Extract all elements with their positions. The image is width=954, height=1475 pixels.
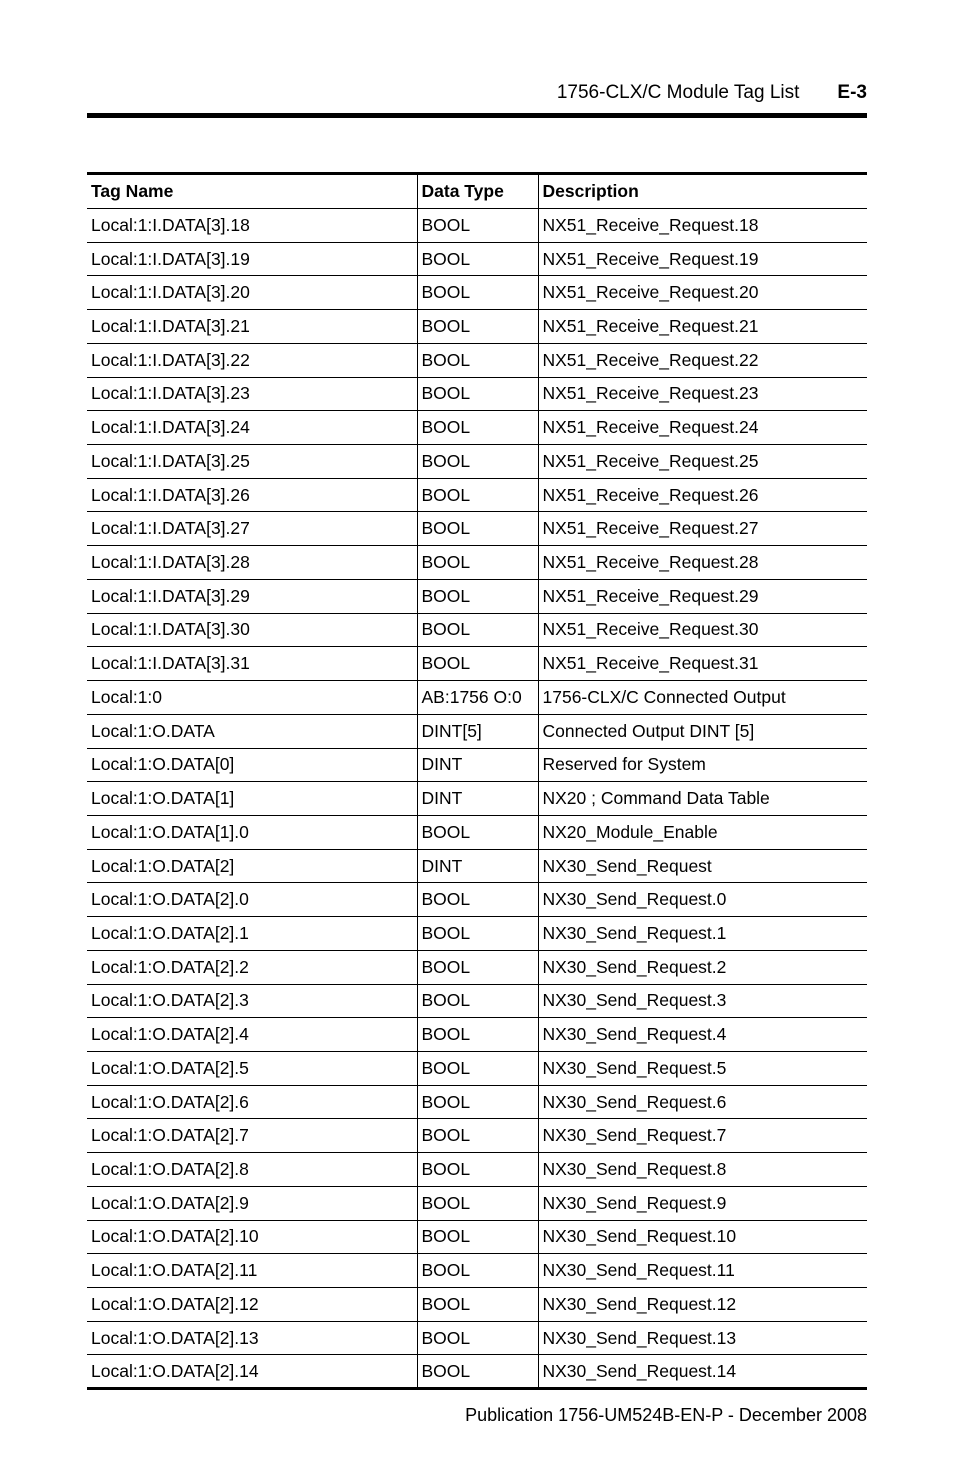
cell-description: NX51_Receive_Request.31 (538, 647, 867, 681)
cell-data-type: DINT[5] (417, 714, 538, 748)
cell-data-type: BOOL (417, 1051, 538, 1085)
cell-tag-name: Local:1:I.DATA[3].28 (87, 546, 417, 580)
cell-description: NX30_Send_Request.3 (538, 984, 867, 1018)
table-row (87, 647, 867, 681)
cell-description: NX30_Send_Request.5 (538, 1051, 867, 1085)
table-row (87, 209, 867, 243)
cell-description: NX30_Send_Request.8 (538, 1153, 867, 1187)
table-row (87, 883, 867, 917)
cell-tag-name: Local:1:I.DATA[3].22 (87, 343, 417, 377)
cell-tag-name: Local:1:O.DATA[2].1 (87, 917, 417, 951)
table-row (87, 1321, 867, 1355)
cell-tag-name: Local:1:O.DATA[2].14 (87, 1355, 417, 1389)
cell-data-type: BOOL (417, 613, 538, 647)
cell-data-type: BOOL (417, 445, 538, 479)
table-row (87, 1085, 867, 1119)
cell-description: NX30_Send_Request.10 (538, 1220, 867, 1254)
cell-description: NX51_Receive_Request.19 (538, 242, 867, 276)
cell-tag-name: Local:1:O.DATA[2].3 (87, 984, 417, 1018)
cell-description: NX51_Receive_Request.21 (538, 310, 867, 344)
table-row (87, 1119, 867, 1153)
tag-list-table (87, 172, 867, 1390)
cell-tag-name: Local:1:O.DATA[2].2 (87, 950, 417, 984)
cell-tag-name: Local:1:O.DATA[2].9 (87, 1186, 417, 1220)
cell-data-type: BOOL (417, 883, 538, 917)
cell-data-type: BOOL (417, 815, 538, 849)
table-row (87, 849, 867, 883)
cell-data-type: BOOL (417, 1355, 538, 1389)
cell-description: NX51_Receive_Request.22 (538, 343, 867, 377)
cell-data-type: BOOL (417, 276, 538, 310)
cell-description: NX30_Send_Request.14 (538, 1355, 867, 1389)
cell-tag-name: Local:1:O.DATA[2].12 (87, 1288, 417, 1322)
cell-description: NX51_Receive_Request.24 (538, 411, 867, 445)
cell-description: Reserved for System (538, 748, 867, 782)
cell-data-type: BOOL (417, 1018, 538, 1052)
cell-tag-name: Local:1:O.DATA[2].5 (87, 1051, 417, 1085)
cell-data-type: BOOL (417, 310, 538, 344)
cell-description: 1756-CLX/C Connected Output (538, 681, 867, 715)
table-row (87, 546, 867, 580)
table-row (87, 512, 867, 546)
cell-tag-name: Local:1:O.DATA[2].8 (87, 1153, 417, 1187)
cell-data-type: BOOL (417, 411, 538, 445)
cell-tag-name: Local:1:I.DATA[3].30 (87, 613, 417, 647)
cell-tag-name: Local:1:I.DATA[3].29 (87, 579, 417, 613)
table-row (87, 782, 867, 816)
cell-tag-name: Local:1:I.DATA[3].20 (87, 276, 417, 310)
cell-data-type: BOOL (417, 1220, 538, 1254)
cell-tag-name: Local:1:O.DATA[0] (87, 748, 417, 782)
table-row (87, 1254, 867, 1288)
table-row (87, 579, 867, 613)
cell-data-type: BOOL (417, 1186, 538, 1220)
cell-data-type: BOOL (417, 647, 538, 681)
cell-data-type: DINT (417, 849, 538, 883)
cell-data-type: AB:1756 O:0 (417, 681, 538, 715)
cell-data-type: DINT (417, 748, 538, 782)
cell-tag-name: Local:1:O.DATA[2].10 (87, 1220, 417, 1254)
cell-description: NX20 ; Command Data Table (538, 782, 867, 816)
table-row (87, 714, 867, 748)
cell-tag-name: Local:1:O.DATA[2].11 (87, 1254, 417, 1288)
cell-description: NX30_Send_Request.13 (538, 1321, 867, 1355)
table-row (87, 377, 867, 411)
table-row (87, 748, 867, 782)
table-row (87, 1186, 867, 1220)
cell-data-type: BOOL (417, 242, 538, 276)
running-header (87, 80, 867, 106)
cell-tag-name: Local:1:I.DATA[3].31 (87, 647, 417, 681)
cell-tag-name: Local:1:O.DATA[2].4 (87, 1018, 417, 1052)
table-row (87, 1051, 867, 1085)
table-body (87, 209, 867, 1389)
cell-tag-name: Local:1:I.DATA[3].24 (87, 411, 417, 445)
cell-description: NX30_Send_Request.9 (538, 1186, 867, 1220)
cell-data-type: BOOL (417, 1119, 538, 1153)
cell-data-type: DINT (417, 782, 538, 816)
cell-description: NX51_Receive_Request.18 (538, 209, 867, 243)
cell-description: NX51_Receive_Request.20 (538, 276, 867, 310)
cell-description: NX51_Receive_Request.28 (538, 546, 867, 580)
cell-description: NX51_Receive_Request.30 (538, 613, 867, 647)
cell-description: NX30_Send_Request.2 (538, 950, 867, 984)
column-header-tag-name: Tag Name (87, 174, 417, 209)
cell-data-type: BOOL (417, 984, 538, 1018)
cell-data-type: BOOL (417, 950, 538, 984)
cell-description: NX30_Send_Request.4 (538, 1018, 867, 1052)
table-row (87, 950, 867, 984)
header-rule (87, 113, 867, 118)
section-number: E-3 (837, 82, 867, 103)
table-row (87, 445, 867, 479)
cell-description: NX30_Send_Request (538, 849, 867, 883)
cell-tag-name: Local:1:I.DATA[3].25 (87, 445, 417, 479)
header-title: 1756-CLX/C Module Tag List (556, 82, 800, 103)
table-row (87, 276, 867, 310)
table-row (87, 1153, 867, 1187)
table-row (87, 1018, 867, 1052)
cell-data-type: BOOL (417, 377, 538, 411)
table-row (87, 411, 867, 445)
cell-data-type: BOOL (417, 546, 538, 580)
cell-tag-name: Local:1:O.DATA[2].7 (87, 1119, 417, 1153)
cell-data-type: BOOL (417, 478, 538, 512)
cell-tag-name: Local:1:O.DATA[1] (87, 782, 417, 816)
cell-description: NX30_Send_Request.6 (538, 1085, 867, 1119)
cell-tag-name: Local:1:O.DATA[2].0 (87, 883, 417, 917)
publication-footer: Publication 1756-UM524B-EN-P - December 2008 (465, 1405, 867, 1425)
cell-data-type: BOOL (417, 1153, 538, 1187)
cell-tag-name: Local:1:I.DATA[3].26 (87, 478, 417, 512)
cell-tag-name: Local:1:O.DATA (87, 714, 417, 748)
cell-description: NX51_Receive_Request.26 (538, 478, 867, 512)
cell-description: NX30_Send_Request.1 (538, 917, 867, 951)
cell-data-type: BOOL (417, 1288, 538, 1322)
cell-description: NX51_Receive_Request.23 (538, 377, 867, 411)
cell-data-type: BOOL (417, 1321, 538, 1355)
cell-data-type: BOOL (417, 209, 538, 243)
table-header-row (87, 174, 867, 209)
cell-tag-name: Local:1:0 (87, 681, 417, 715)
cell-tag-name: Local:1:O.DATA[2].6 (87, 1085, 417, 1119)
cell-data-type: BOOL (417, 917, 538, 951)
cell-tag-name: Local:1:I.DATA[3].19 (87, 242, 417, 276)
cell-description: NX30_Send_Request.11 (538, 1254, 867, 1288)
cell-tag-name: Local:1:I.DATA[3].23 (87, 377, 417, 411)
table-row (87, 478, 867, 512)
cell-data-type: BOOL (417, 512, 538, 546)
cell-description: NX30_Send_Request.12 (538, 1288, 867, 1322)
cell-tag-name: Local:1:I.DATA[3].18 (87, 209, 417, 243)
cell-description: NX51_Receive_Request.29 (538, 579, 867, 613)
cell-description: NX20_Module_Enable (538, 815, 867, 849)
table-row (87, 242, 867, 276)
cell-tag-name: Local:1:O.DATA[1].0 (87, 815, 417, 849)
cell-description: Connected Output DINT [5] (538, 714, 867, 748)
cell-description: NX30_Send_Request.7 (538, 1119, 867, 1153)
table-row (87, 681, 867, 715)
cell-description: NX51_Receive_Request.27 (538, 512, 867, 546)
cell-tag-name: Local:1:I.DATA[3].27 (87, 512, 417, 546)
table-row (87, 1220, 867, 1254)
table-row (87, 343, 867, 377)
cell-data-type: BOOL (417, 343, 538, 377)
table-row (87, 1288, 867, 1322)
table-row (87, 917, 867, 951)
cell-data-type: BOOL (417, 579, 538, 613)
table-row (87, 815, 867, 849)
cell-tag-name: Local:1:O.DATA[2] (87, 849, 417, 883)
cell-data-type: BOOL (417, 1254, 538, 1288)
column-header-description: Description (538, 174, 867, 209)
table-row (87, 984, 867, 1018)
cell-data-type: BOOL (417, 1085, 538, 1119)
table-row (87, 310, 867, 344)
cell-description: NX51_Receive_Request.25 (538, 445, 867, 479)
cell-description: NX30_Send_Request.0 (538, 883, 867, 917)
table-row (87, 1355, 867, 1389)
column-header-data-type: Data Type (417, 174, 538, 209)
table-row (87, 613, 867, 647)
cell-tag-name: Local:1:I.DATA[3].21 (87, 310, 417, 344)
cell-tag-name: Local:1:O.DATA[2].13 (87, 1321, 417, 1355)
